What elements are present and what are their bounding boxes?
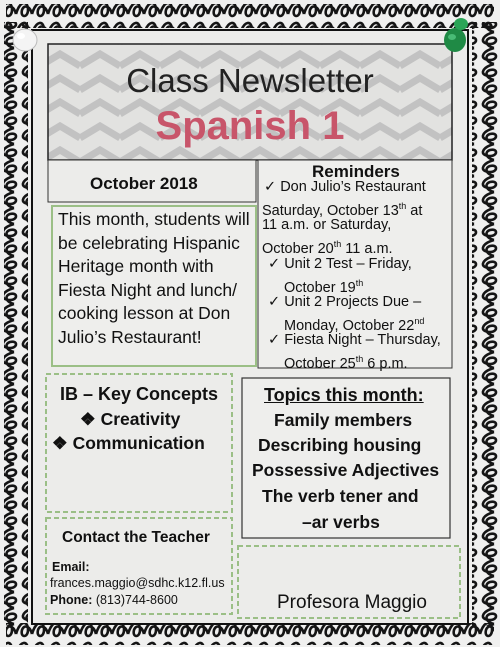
- teacher-signature: Profesora Maggio: [277, 592, 427, 613]
- reminder-line: Monday, October 22nd: [284, 316, 425, 334]
- announcement-text: This month, students will be celebrating Hispanic Heritage month with Fiesta Night and lunch/ cooking lesson at Don Julio’s Restaurant!: [58, 209, 250, 347]
- phone-line: [50, 593, 178, 607]
- ib-heading: IB – Key Concepts: [60, 384, 219, 404]
- white-pushpin: [13, 29, 37, 51]
- check-icon: ✓: [268, 332, 281, 348]
- email-label: Email:: [52, 560, 90, 574]
- ib-item: ❖ Communication: [52, 433, 205, 453]
- issue-date: October 2018: [90, 174, 198, 193]
- topic-item: Describing housing: [258, 435, 422, 455]
- phone-value: (813)744-8600: [95, 593, 178, 607]
- check-icon: ✓: [268, 256, 281, 272]
- reminder-line: October 20th 11 a.m.: [262, 239, 393, 257]
- email-value: frances.maggio@sdhc.k12.fl.us: [50, 576, 225, 590]
- reminder-line: 11 a.m. or Saturday,: [262, 217, 392, 233]
- reminder-line: Saturday, October 13th at: [262, 201, 423, 219]
- check-icon: ✓: [268, 294, 281, 310]
- newsletter-title: Class Newsletter: [126, 62, 374, 99]
- topics-heading: Topics this month:: [264, 385, 424, 405]
- reminder-item: ✓ Unit 2 Test – Friday,: [268, 256, 412, 272]
- diamond-bullet-icon: ❖: [80, 409, 96, 429]
- reminder-item: ✓ Don Julio’s Restaurant: [264, 179, 426, 195]
- border-top: [6, 4, 494, 28]
- reminder-item: ✓ Unit 2 Projects Due –: [268, 294, 422, 310]
- topic-item: Possessive Adjectives: [252, 460, 440, 480]
- phone-label: Phone:: [50, 593, 93, 607]
- reminders-heading: Reminders: [312, 162, 400, 181]
- topic-item: The verb tener and: [262, 486, 419, 506]
- contact-heading: Contact the Teacher: [62, 529, 210, 546]
- reminder-item: ✓ Fiesta Night – Thursday,: [268, 332, 441, 348]
- topic-item: Family members: [274, 410, 413, 430]
- diamond-bullet-icon: ❖: [52, 433, 68, 453]
- reminder-line: October 19th: [284, 278, 364, 296]
- check-icon: ✓: [264, 179, 277, 195]
- topic-item: –ar verbs: [302, 512, 380, 532]
- newsletter-subtitle: Spanish 1: [155, 104, 345, 148]
- ib-item: ❖ Creativity: [80, 409, 181, 429]
- border-bottom: [6, 623, 494, 645]
- reminder-line: October 25th 6 p.m.: [284, 354, 408, 372]
